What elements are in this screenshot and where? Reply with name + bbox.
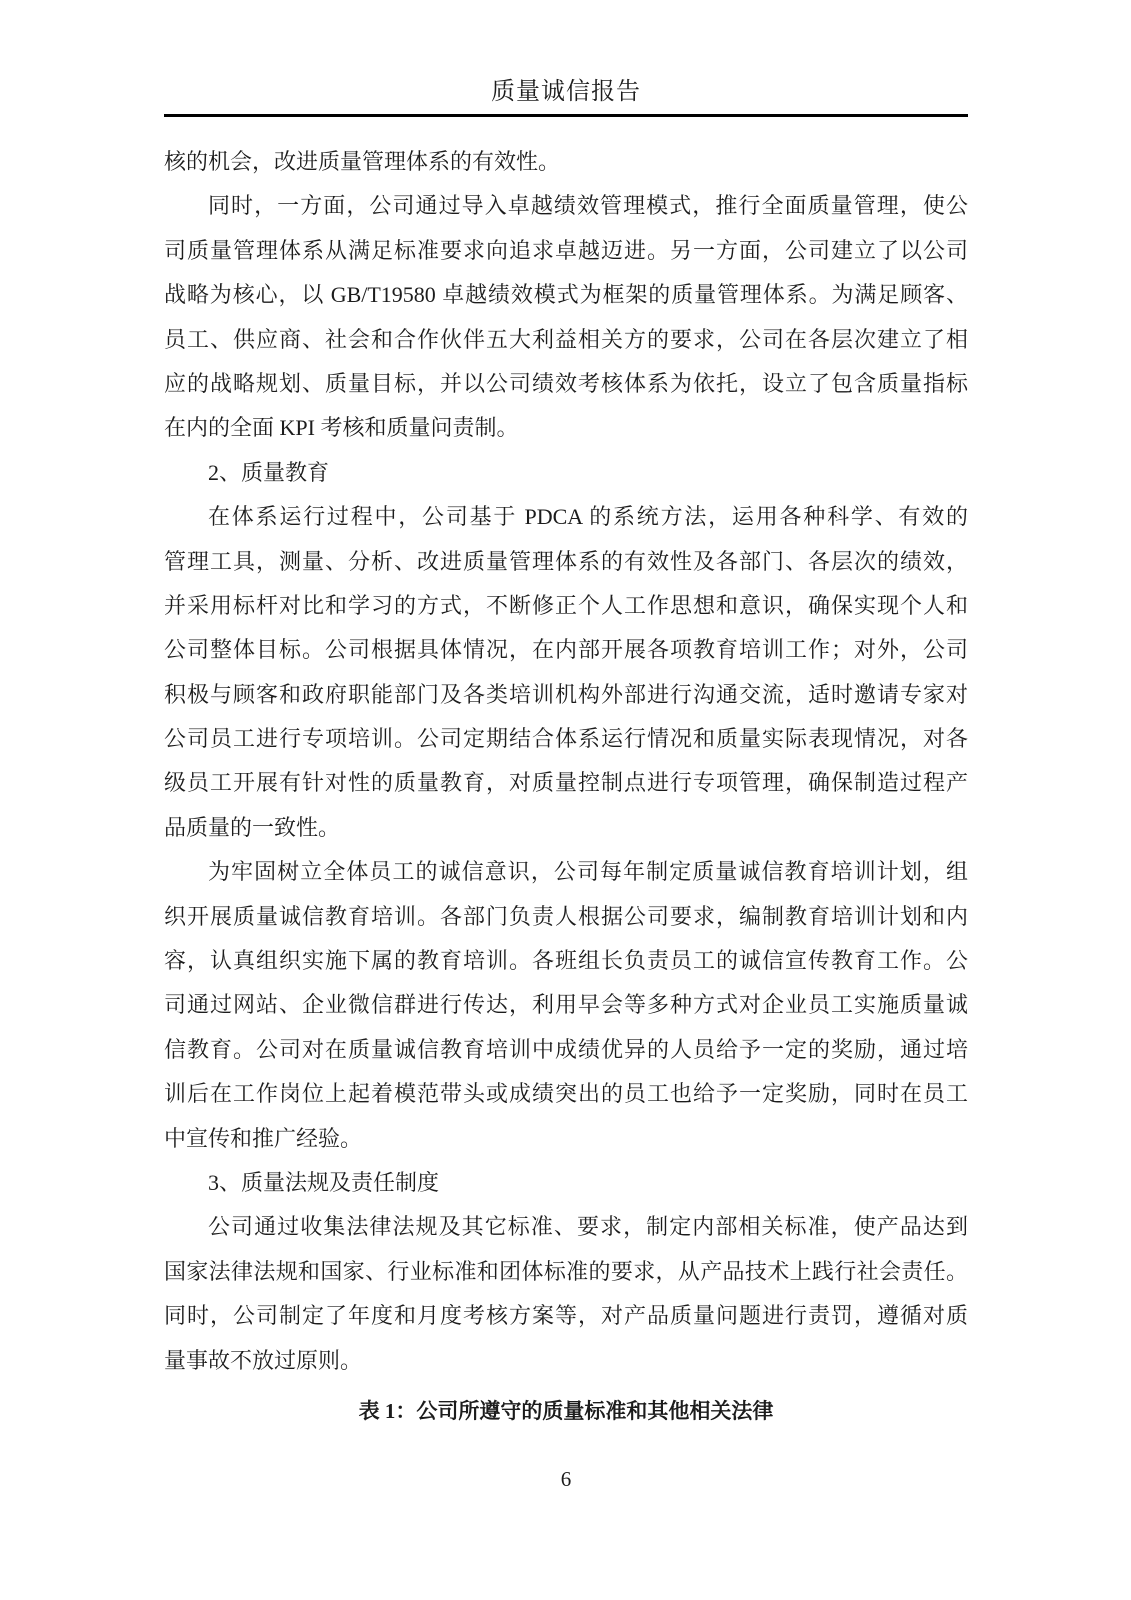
text-line: 公司通过收集法律法规及其它标准、要求，制定内部相关标准，使产品达到 bbox=[208, 1214, 968, 1240]
text-line: 训后在工作岗位上起着模范带头或成绩突出的员工也给予一定奖励，同时在员工 bbox=[164, 1081, 968, 1107]
text-line: 公司整体目标。公司根据具体情况，在内部开展各项教育培训工作；对外，公司 bbox=[164, 637, 968, 663]
text-line: 公司员工进行专项培训。公司定期结合体系运行情况和质量实际表现情况，对各 bbox=[164, 726, 968, 752]
paragraph bbox=[164, 495, 968, 850]
table-caption: 表 1：公司所遵守的质量标准和其他相关法律 bbox=[358, 1398, 774, 1423]
text-line: 为牢固树立全体员工的诚信意识，公司每年制定质量诚信教育培训计划，组 bbox=[208, 859, 968, 885]
text-line: 司质量管理体系从满足标准要求向追求卓越迈进。另一方面，公司建立了以公司 bbox=[164, 237, 968, 263]
page-title: 质量诚信报告 bbox=[491, 79, 641, 105]
text-line: 品质量的一致性。 bbox=[164, 814, 341, 840]
page-number: 6 bbox=[560, 1466, 572, 1491]
heading-line: 3、质量法规及责任制度 bbox=[208, 1169, 440, 1195]
page-footer bbox=[164, 1466, 968, 1492]
text-line: 应的战略规划、质量目标，并以公司绩效考核体系为依托，设立了包含质量指标 bbox=[164, 370, 968, 396]
text-line: 同时，一方面，公司通过导入卓越绩效管理模式，推行全面质量管理，使公 bbox=[208, 193, 968, 219]
text-line: 信教育。公司对在质量诚信教育培训中成绩优异的人员给予一定的奖励，通过培 bbox=[164, 1036, 968, 1062]
paragraph bbox=[164, 1205, 968, 1383]
text-line: 容，认真组织实施下属的教育培训。各班组长负责员工的诚信宣传教育工作。公 bbox=[164, 948, 968, 974]
paragraph bbox=[164, 850, 968, 1161]
running-header bbox=[164, 0, 968, 117]
text-line: 中宣传和推广经验。 bbox=[164, 1125, 363, 1151]
text-line: 积极与顾客和政府职能部门及各类培训机构外部进行沟通交流，适时邀请专家对 bbox=[164, 681, 968, 707]
text-line: 在体系运行过程中，公司基于 PDCA 的系统方法，运用各种科学、有效的 bbox=[208, 504, 968, 530]
paragraph bbox=[164, 184, 968, 450]
text-line: 核的机会，改进质量管理体系的有效性。 bbox=[164, 149, 561, 174]
section-heading bbox=[164, 451, 968, 495]
heading-line: 2、质量教育 bbox=[208, 459, 330, 485]
document-body bbox=[164, 117, 968, 1383]
text-line: 同时，公司制定了年度和月度考核方案等，对产品质量问题进行责罚，遵循对质 bbox=[164, 1303, 968, 1329]
text-line: 级员工开展有针对性的质量教育，对质量控制点进行专项管理，确保制造过程产 bbox=[164, 770, 968, 796]
text-line: 员工、供应商、社会和合作伙伴五大利益相关方的要求，公司在各层次建立了相 bbox=[164, 326, 968, 352]
text-line: 并采用标杆对比和学习的方式，不断修正个人工作思想和意识，确保实现个人和 bbox=[164, 592, 968, 618]
text-line: 织开展质量诚信教育培训。各部门负责人根据公司要求，编制教育培训计划和内 bbox=[164, 903, 968, 929]
paragraph bbox=[164, 140, 968, 184]
page-column bbox=[164, 0, 968, 1492]
text-line: 司通过网站、企业微信群进行传达，利用早会等多种方式对企业员工实施质量诚 bbox=[164, 992, 968, 1018]
section-heading bbox=[164, 1161, 968, 1205]
text-line: 管理工具，测量、分析、改进质量管理体系的有效性及各部门、各层次的绩效， bbox=[164, 548, 968, 574]
text-line: 国家法律法规和国家、行业标准和团体标准的要求，从产品技术上践行社会责任。 bbox=[164, 1258, 968, 1284]
text-line: 在内的全面 KPI 考核和质量问责制。 bbox=[164, 415, 519, 441]
text-line: 量事故不放过原则。 bbox=[164, 1347, 363, 1373]
text-line: 战略为核心，以 GB/T19580 卓越绩效模式为框架的质量管理体系。为满足顾客、 bbox=[164, 282, 968, 308]
